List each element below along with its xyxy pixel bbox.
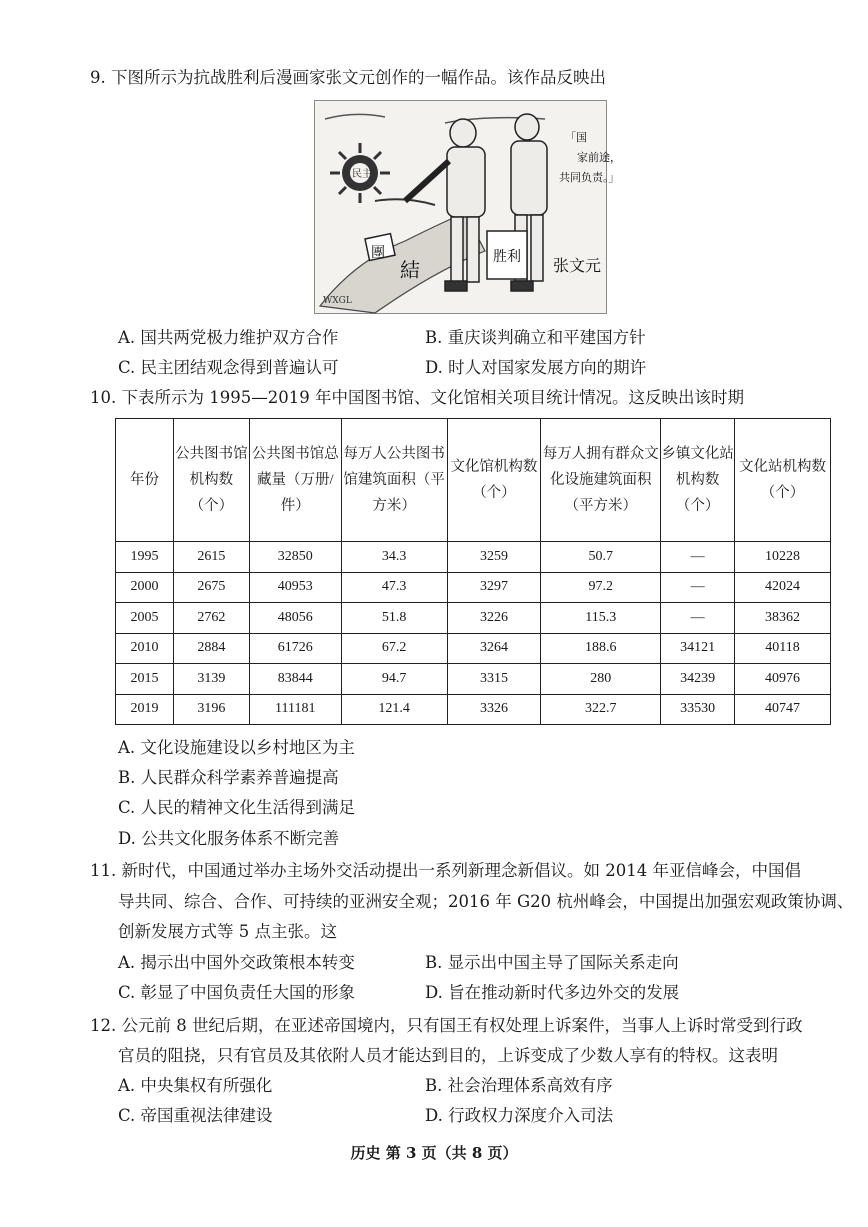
caption-line-1: 「国 bbox=[565, 131, 587, 144]
table-body bbox=[116, 542, 831, 725]
table-cell: 3139 bbox=[173, 664, 249, 695]
table-cell: 32850 bbox=[249, 542, 341, 573]
table-row bbox=[116, 664, 831, 695]
table-cell: 121.4 bbox=[341, 694, 447, 725]
table-cell: 97.2 bbox=[541, 572, 661, 603]
header-cell: 每万人拥有群众文化设施建筑面积（平方米） bbox=[541, 419, 661, 542]
table-cell: 40118 bbox=[735, 633, 831, 664]
q12-option-d[interactable]: D. 行政权力深度介入司法 bbox=[425, 1106, 614, 1125]
table-cell: 111181 bbox=[249, 694, 341, 725]
table-cell: 322.7 bbox=[541, 694, 661, 725]
table-cell: 50.7 bbox=[541, 542, 661, 573]
header-cell: 公共图书馆总藏量（万册/件） bbox=[249, 419, 341, 542]
table-cell: 33530 bbox=[661, 694, 735, 725]
table-row bbox=[116, 603, 831, 634]
table-cell: 2884 bbox=[173, 633, 249, 664]
table-cell: 3315 bbox=[447, 664, 541, 695]
header-cell: 年份 bbox=[116, 419, 174, 542]
q11-stem-line-3: 创新发展方式等 5 点主张。这 bbox=[118, 922, 337, 941]
q10-option-d[interactable]: D. 公共文化服务体系不断完善 bbox=[118, 829, 340, 848]
table-cell: 94.7 bbox=[341, 664, 447, 695]
table-cell: 83844 bbox=[249, 664, 341, 695]
table-header-row bbox=[116, 419, 831, 542]
table-cell: 3259 bbox=[447, 542, 541, 573]
header-cell: 每万人公共图书馆建筑面积（平方米） bbox=[341, 419, 447, 542]
table-cell: 47.3 bbox=[341, 572, 447, 603]
table-cell: 40747 bbox=[735, 694, 831, 725]
q10-option-c[interactable]: C. 人民的精神文化生活得到满足 bbox=[118, 798, 356, 817]
cartoon-drawing bbox=[315, 101, 621, 313]
artist-mark: WXGL bbox=[323, 296, 352, 306]
caption-line-3: 共同负责。」 bbox=[559, 171, 620, 184]
page-footer: 历史 第 3 页（共 8 页） bbox=[350, 1144, 518, 1162]
table-cell: 2675 bbox=[173, 572, 249, 603]
q11-stem-line-2: 导共同、综合、合作、可持续的亚洲安全观；2016 年 G20 杭州峰会，中国提出加强宏观政策协调、 bbox=[118, 892, 854, 911]
table-cell: 3326 bbox=[447, 694, 541, 725]
q11-option-b[interactable]: B. 显示出中国主导了国际关系走向 bbox=[425, 953, 679, 972]
table-cell: 34.3 bbox=[341, 542, 447, 573]
q12-stem-line-1: 12. 公元前 8 世纪后期，在亚述帝国境内，只有国王有权处理上诉案件，当事人上诉时常受到行政 bbox=[90, 1016, 803, 1035]
sun-label: 民主 bbox=[352, 169, 372, 180]
q9-stem: 9. 下图所示为抗战胜利后漫画家张文元创作的一幅作品。该作品反映出 bbox=[90, 68, 606, 87]
header-cell: 文化馆机构数（个） bbox=[447, 419, 541, 542]
q9-option-d[interactable]: D. 时人对国家发展方向的期许 bbox=[425, 358, 647, 377]
table-cell: 3264 bbox=[447, 633, 541, 664]
table-cell: 34239 bbox=[661, 664, 735, 695]
table-cell: 48056 bbox=[249, 603, 341, 634]
table-cell: 38362 bbox=[735, 603, 831, 634]
q12-option-a[interactable]: A. 中央集权有所强化 bbox=[118, 1076, 273, 1095]
table-cell: 2615 bbox=[173, 542, 249, 573]
q11-option-d[interactable]: D. 旨在推动新时代多边外交的发展 bbox=[425, 983, 680, 1002]
header-cell: 文化站机构数（个） bbox=[735, 419, 831, 542]
table-cell: 280 bbox=[541, 664, 661, 695]
table-cell: 3297 bbox=[447, 572, 541, 603]
q11-option-c[interactable]: C. 彰显了中国负责任大国的形象 bbox=[118, 983, 356, 1002]
bucket-label: 胜利 bbox=[493, 249, 521, 265]
q9-option-c[interactable]: C. 民主团结观念得到普遍认可 bbox=[118, 358, 339, 377]
table-cell: — bbox=[661, 603, 735, 634]
table-cell: 40976 bbox=[735, 664, 831, 695]
q10-option-b[interactable]: B. 人民群众科学素养普遍提高 bbox=[118, 768, 339, 787]
q12-option-b[interactable]: B. 社会治理体系高效有序 bbox=[425, 1076, 613, 1095]
table-cell: 51.8 bbox=[341, 603, 447, 634]
statistics-table bbox=[115, 418, 831, 725]
table-cell: 2005 bbox=[116, 603, 174, 634]
header-cell: 乡镇文化站机构数（个） bbox=[661, 419, 735, 542]
table-cell: 40953 bbox=[249, 572, 341, 603]
caption-line-2: 家前途， bbox=[577, 151, 621, 164]
table-row bbox=[116, 542, 831, 573]
table-cell: 2019 bbox=[116, 694, 174, 725]
q11-option-a[interactable]: A. 揭示出中国外交政策根本转变 bbox=[118, 953, 355, 972]
table-cell: 34121 bbox=[661, 633, 735, 664]
table-cell: 61726 bbox=[249, 633, 341, 664]
cartoon-image bbox=[314, 100, 621, 314]
table-row bbox=[116, 572, 831, 603]
table-cell: 2762 bbox=[173, 603, 249, 634]
q9-option-b[interactable]: B. 重庆谈判确立和平建国方针 bbox=[425, 328, 646, 347]
table-cell: — bbox=[661, 542, 735, 573]
q12-option-c[interactable]: C. 帝国重视法律建设 bbox=[118, 1106, 273, 1125]
table-cell: — bbox=[661, 572, 735, 603]
table-cell: 2000 bbox=[116, 572, 174, 603]
table-cell: 115.3 bbox=[541, 603, 661, 634]
table-cell: 1995 bbox=[116, 542, 174, 573]
table-cell: 2015 bbox=[116, 664, 174, 695]
table-cell: 67.2 bbox=[341, 633, 447, 664]
table-cell: 2010 bbox=[116, 633, 174, 664]
table-cell: 188.6 bbox=[541, 633, 661, 664]
table-cell: 3226 bbox=[447, 603, 541, 634]
table-cell: 10228 bbox=[735, 542, 831, 573]
header-cell: 公共图书馆机构数（个） bbox=[173, 419, 249, 542]
table-cell: 3196 bbox=[173, 694, 249, 725]
q12-stem-line-2: 官员的阻挠，只有官员及其依附人员才能达到目的，上诉变成了少数人享有的特权。这表明 bbox=[118, 1046, 778, 1065]
table-row bbox=[116, 633, 831, 664]
table-cell: 42024 bbox=[735, 572, 831, 603]
sign-right-text: 結 bbox=[400, 258, 420, 282]
artist-signature: 张文元 bbox=[553, 256, 602, 275]
table-row bbox=[116, 694, 831, 725]
q9-option-a[interactable]: A. 国共两党极力维护双方合作 bbox=[118, 328, 339, 347]
q11-stem-line-1: 11. 新时代，中国通过举办主场外交活动提出一系列新理念新倡议。如 2014 年亚信峰会，中国倡 bbox=[90, 861, 801, 880]
q10-option-a[interactable]: A. 文化设施建设以乡村地区为主 bbox=[118, 738, 355, 757]
q10-stem: 10. 下表所示为 1995—2019 年中国图书馆、文化馆相关项目统计情况。这反映出该时期 bbox=[90, 388, 744, 407]
sign-left-text: 團 bbox=[371, 245, 385, 261]
